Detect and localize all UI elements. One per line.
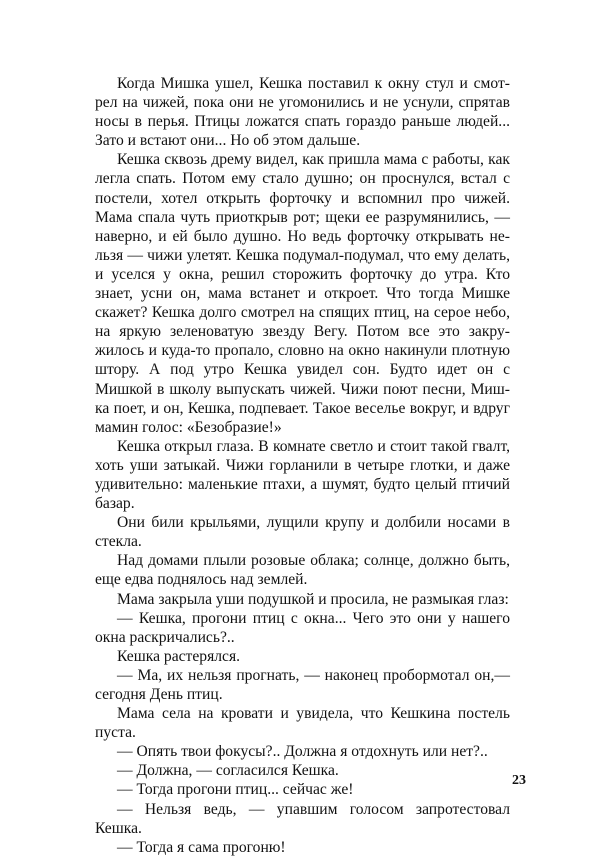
paragraph: Над домами плыли розовые облака; солнце, должно быть, еще едва поднялось над землей. bbox=[95, 552, 510, 589]
dialogue-line: — Нельзя ведь, — упавшим голосом запротестовал Кешка. bbox=[95, 800, 510, 837]
dialogue-line: — Должна, — согласился Кешка. bbox=[117, 762, 339, 780]
text-body bbox=[95, 74, 510, 857]
dialogue-line: — Ма, их нельзя прогнать, — наконец пробормотал он,— сегодня День птиц. bbox=[95, 666, 510, 703]
dialogue-line: — Тогда прогони птиц... сейчас же! bbox=[117, 781, 354, 799]
paragraph: Когда Мишка ушел, Кешка поставил к окну стул и смотрел на чижей, пока они не угомонились и не уснули, спрятав носы в перья. Птицы ложатся спать гораздо раньше людей... Зато и встают они... Но об этом дальше. bbox=[95, 75, 510, 150]
paragraph: Они били крыльями, лущили крупу и долбили носами в стекла. bbox=[95, 514, 510, 551]
paragraph: Кешка сквозь дрему видел, как пришла мама с работы, как легла спать. Потом ему стало душно; он проснулся, встал с постели, хотел открыть форточку и вспомнил про чижей. Мама спала чуть приоткрыв рот; щеки ее разрумянились, — наверно, и ей было душно. Но ведь форточку открывать нельзя — чижи улетят. Кешка подумал-подумал, что ему делать, и уселся у окна, решил сторожить форточку до утра. Кто знает, усни он, мама встанет и откроет. Что тогда Мишке скажет? Кешка долго смотрел на спящих птиц, на серое небо, на яркую зеленоватую звезду Вегу. Потом все это закружилось и куда-то пропало, словно на окно накинули плотную штору. А под утро Кешка увидел сон. Будто идет он с Мишкой в школу выпускать чижей. Чижи поют песни, Мишка поет, и он, Кешка, подпевает. Такое веселье вокруг, и вдруг мамин голос: «Безобразие!» bbox=[95, 151, 510, 436]
dialogue-line: — Кешка, прогони птиц с окна... Чего это они у нашего окна раскричались?.. bbox=[95, 609, 510, 646]
paragraph: Мама села на кровати и увидела, что Кешкина постель пуста. bbox=[95, 705, 510, 742]
dialogue-line: — Тогда я сама прогоню! bbox=[117, 838, 286, 856]
paragraph: Кешка растерялся. bbox=[117, 647, 241, 665]
dialogue-line: — Опять твои фокусы?.. Должна я отдохнуть или нет?.. bbox=[117, 743, 488, 761]
page-number: 23 bbox=[512, 773, 526, 788]
paragraph: Кешка открыл глаза. В комнате светло и стоит такой гвалт, хоть уши затыкай. Чижи горланили в четыре глотки, и даже удивительно: маленькие птахи, а шумят, будто целый птичий базар. bbox=[95, 437, 510, 513]
paragraph: Мама закрыла уши подушкой и просила, не размыкая глаз: bbox=[117, 590, 509, 608]
